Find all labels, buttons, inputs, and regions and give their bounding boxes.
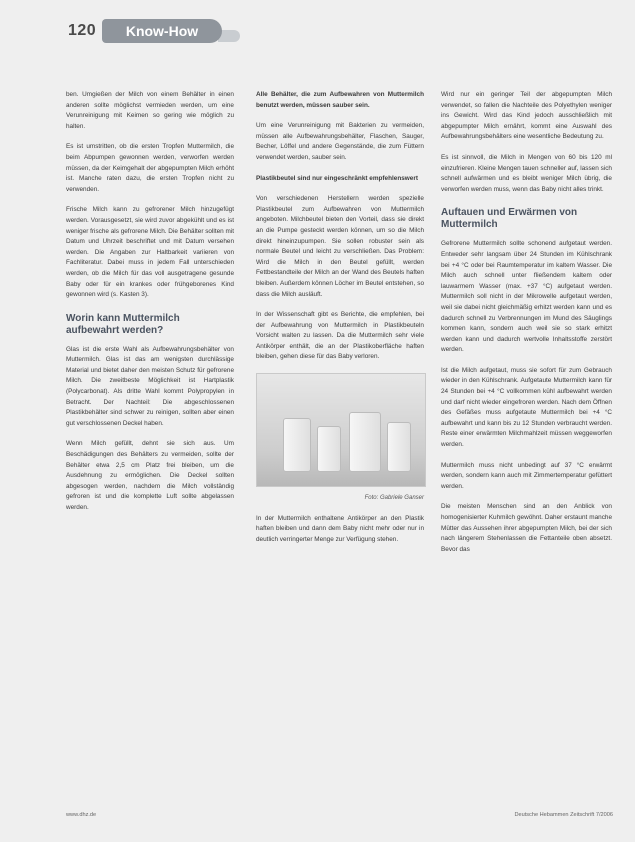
- paragraph: In der Wissenschaft gibt es Berichte, die empfehlen, bei der Aufbewahrung von Muttermilch in Plastikbeuteln Vorsicht walten zu lassen. Da die Muttermilch sehr viele Antikörper enthält, die an der Plastikoberfläche haften bleiben, gehen diese für das Baby verloren.: [256, 311, 424, 361]
- paragraph: Es ist sinnvoll, die Milch in Mengen von 60 bis 120 ml einzufrieren. Kleine Mengen tauen schneller auf, lassen sich schnell aufwärmen und es bleibt weniger Milch übrig, die verworfen werden muss, wenn das Baby nicht alles trinkt.: [441, 153, 612, 193]
- bottle: [387, 422, 411, 472]
- paragraph: Muttermilch muss nicht unbedingt auf 37 °C erwärmt werden, sondern kann auch mit Zimmertemperatur gefüttert werden.: [441, 461, 612, 490]
- section-tab: Know-How: [102, 19, 222, 43]
- section-heading: Auftauen und Erwärmen von Muttermilch: [441, 207, 578, 231]
- paragraph: Es ist umstritten, ob die ersten Tropfen Muttermilch, die beim Abpumpen gewonnen werden, verworfen werden müssen, da der Keimgehalt der abgepumpten Milch erhöht ist. Manche raten dazu, die ersten Tropfen nicht zu verwenden.: [66, 143, 234, 193]
- footer-website: www.dhz.de: [66, 812, 97, 818]
- paragraph: Wenn Milch gefüllt, dehnt sie sich aus. Um Beschädigungen des Behälters zu vermeiden, sollte der Behälter etwa 2,5 cm Platz frei bleiben, um die Ausdehnung zu ermöglichen. Die Deckel sollten abgesogen werden, nachdem die Milch vollständig gefroren ist und die komplette Luft sollte abgelassen werden.: [66, 440, 234, 511]
- bottle: [349, 412, 381, 472]
- text-column-1: [66, 90, 234, 524]
- paragraph: Frische Milch kann zu gefrorener Milch hinzugefügt werden. Vorausgesetzt, sie wird zuvor abgekühlt und es ist weniger frische als gefrorene Milch. Die Behälter sollten mit Datum und Uhrzeit beschriftet und mit Datum versehen werden. Die Angaben zur Haltbarkeit variieren von Fachliteratur. Dabei muss in jedem Fall unterschieden werden, ob die Milch für das voll ausgetragene gesunde Baby oder für ein krankes oder frühgeborenes Kind gewonnen wird (s. Kasten 3).: [66, 206, 235, 299]
- paragraph: Um eine Verunreinigung mit Bakterien zu vermeiden, müssen alle Aufbewahrungsbehälter, Flaschen, Sauger, Becher, Löffel und andere Gegenstände, die zum Füttern verwendet werden, sauber sein.: [256, 122, 424, 161]
- section-heading: Worin kann Muttermilch aufbewahrt werden?: [66, 312, 180, 336]
- bottle: [317, 426, 341, 472]
- paragraph: Glas ist die erste Wahl als Aufbewahrungsbehälter von Muttermilch. Glas ist das am wenigsten durchlässige Material und bietet daher den meisten Schutz für gefrorene Milch. Die zweitbeste Möglichkeit ist Hartplastik (Polycarbonat). Als dritte Wahl kommt Polypropylen in Betracht. Der Nachteil: Die abgeschlossenen Plastikbehälter sind schwer zu reinigen, sollten aber einen gut verschlossenen Deckel haben.: [66, 345, 234, 427]
- lead-paragraph: Alle Behälter, die zum Aufbewahren von Muttermilch benutzt werden, müssen sauber sein.: [256, 91, 424, 109]
- paragraph: Die meisten Menschen sind an den Anblick von homogenisierter Kuhmilch gewöhnt. Daher erstaunt manche Mütter das Aussehen ihrer abgepumpten Milch, bei der sich nach längerem Stehenlassen die Fettanteile oben absetzt. Bevor das: [441, 503, 612, 553]
- paragraph: ben. Umgießen der Milch von einem Behälter in einen anderen sollte möglichst vermieden werden, um eine Verunreinigung mit Keimen so gering wie möglich zu halten.: [66, 91, 234, 130]
- paragraph: Gefrorene Muttermilch sollte schonend aufgetaut werden. Entweder sehr langsam über 24 Stunden im Kühlschrank bei +4 °C oder bei Raumtemperatur im kaltem Wasser. Die Milch auch schnell unter fließendem kaltem oder lauwarmem Wasser (max. +37 °C) aufgetaut werden. Muttermilch soll nicht in der Mikrowelle aufgetaut werden, weil sie dabei nicht gleichmäßig erhitzt werden kann und es dadurch schnell zu Verbrennungen im Mund des Säuglings kommen kann, sondern auch weil sie so stark erhitzt werden kann und dadurch wertvolle Inhaltsstoffe zerstört werden.: [441, 240, 612, 354]
- paragraph: Von verschiedenen Herstellern werden spezielle Plastikbeutel zum Aufbewahren von Muttermilch angeboten. Milchbeutel bieten den Vorteil, dass sie direkt an die Pumpe gesteckt werden können, um so die Milch direkt hineinzupumpen. Sie sollen robuster sein als normale Beutel und leicht zu verschließen. Das Problem: Wird die Milch in den Beutel gefüllt, werden Fettbestandteile der Milch an der Wand des Beutels haften bleiben. Außerdem können Löcher im Beutel entstehen, so dass die Milch ausläuft.: [256, 195, 424, 298]
- paragraph: Ist die Milch aufgetaut, muss sie sofort für zum Gebrauch wieder in den Kühlschrank. Aufgetaute Muttermilch kann für 24 Stunden bei +4 °C vollkommen kühl aufbewahrt werden und darf nicht wieder eingefroren werden. Nach dem Öffnen des Gefäßes muss aufgetaute Muttermilch bei +4 °C aufbewahrt und kann bis zu 12 Stunden verbraucht werden. Reste einer erwärmten Milchmahlzeit müssen weggeworfen werden.: [441, 366, 612, 449]
- text-column-3: [441, 90, 612, 565]
- paragraph: In der Muttermilch enthaltene Antikörper an den Plastik haften bleiben und dann dem Baby nicht mehr oder nur in deutlich verringerter Menge zur Verfügung stehen.: [256, 514, 424, 543]
- bottle: [283, 418, 311, 472]
- subheading: Plastikbeutel sind nur eingeschränkt empfehlenswert: [256, 174, 418, 182]
- paragraph: Wird nur ein geringer Teil der abgepumpten Milch verwendet, so fallen die Nachteile des Polyethylen weniger ins Gewicht. Wird das Kind jedoch ausschließlich mit abgepumpter Milch ernährt, kommt eine Auswahl des Aufbewahrungsbehälters eine wesentliche Bedeutung zu.: [441, 91, 612, 141]
- text-column-2: [256, 90, 424, 555]
- milk-bottles-photo: [256, 373, 426, 487]
- photo-caption: Foto: Gabriele Ganser: [364, 495, 424, 502]
- footer-publication: Deutsche Hebammen Zeitschrift 7/2006: [514, 812, 613, 818]
- page-number: 120: [68, 22, 97, 39]
